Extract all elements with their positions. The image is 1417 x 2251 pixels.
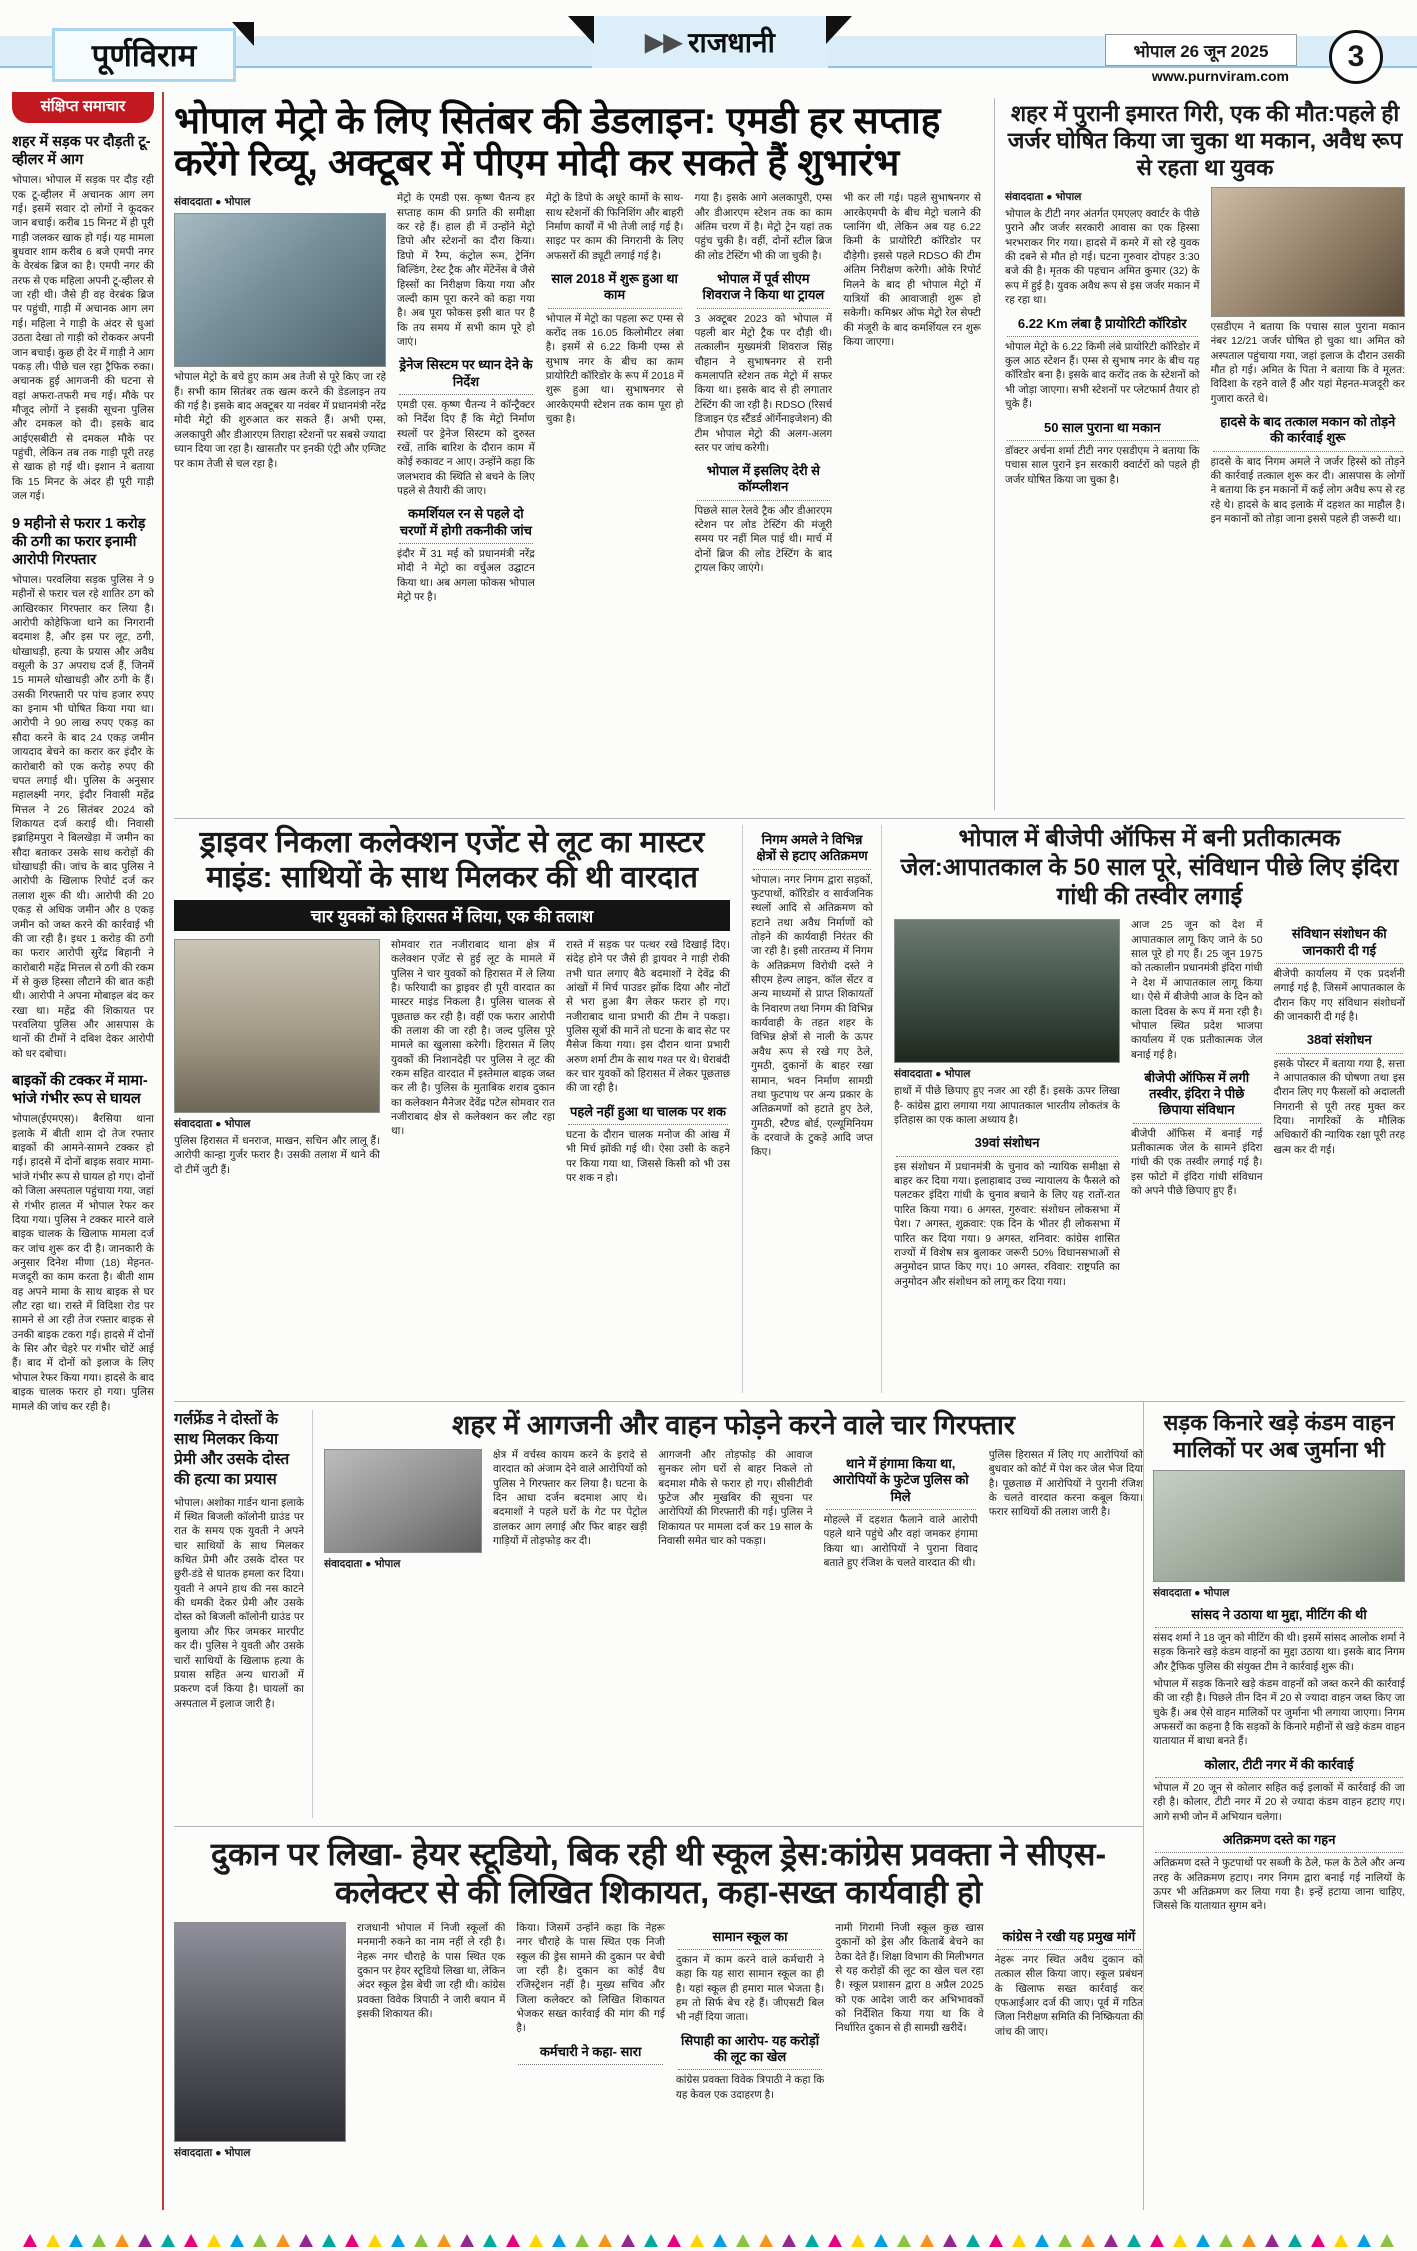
ornament-triangle-icon: [506, 2234, 520, 2247]
body-text: मेट्रो के एमडी एस. कृष्ण चैतन्य हर सप्ताह काम की प्रगति की समीक्षा कर रहे हैं। हाल ही में उन्होंने मेट्रो डिपो और स्टेशनों का दौरा किया। डिपो में रैम्प, कंट्रोल रूम, ट्रेनिंग बिल्डिंग, टेस्ट ट्रैक और मेंटेनेंस बे जैसे हिस्सों का निरीक्षण किया गया और जल्दी काम पूरा करने को कहा गया है। अब पूरा फोकस इसी बात पर है कि तय समय में सभी काम पूरे हो जाएं।: [397, 193, 535, 348]
band-school-dress: [174, 1827, 1143, 2210]
collapse-column-2: [1211, 187, 1406, 530]
ornament-triangle-icon: [1150, 2234, 1164, 2247]
school-column-4: [676, 1922, 824, 2164]
body-text: भोपाल के टीटी नगर अंतर्गत एमएलए क्वार्टर के पीछे पुराने और जर्जर सरकारी आवास का एक हिस्सा भरभराकर गिर गया। हादसे में कमरे में सो रहे युवक की दबने से मौत हो गई। घटना गुरुवार दोपहर 3:30 बजे की है। मृतक की पहचान अमित कुमार (32) के रूप में हुई है। युवक अवैध रूप से इस जर्जर मकान में रह रहा था।: [1005, 209, 1200, 307]
page-content: [0, 92, 1417, 2210]
ornament-triangle-icon: [161, 2234, 175, 2247]
collapse-column-1: [1005, 187, 1200, 530]
ornament-triangle-icon: [230, 2234, 244, 2247]
bjp-column-2: [1131, 919, 1263, 1293]
page-bottom-ornament: [0, 2229, 1417, 2247]
body-text: घटना के दौरान चालक मनोज की आंख में भी मिर्च झोंकी गई थी। ऐसा उसी के कहने पर किया गया था, जिससे किसी को भी उस पर शक न हो।: [566, 1129, 730, 1185]
metro-column-3: [546, 192, 684, 608]
ornament-triangle-icon: [1311, 2234, 1325, 2247]
subheadline: कांग्रेस ने रखी यह प्रमुख मांगें: [997, 1929, 1141, 1950]
section-flag-left-icon: [568, 16, 594, 44]
condemned-street-photo: [1153, 1470, 1405, 1582]
sidebar-article-body: भोपाल। परवलिया सड़क पुलिस ने 9 महीनों से फरार चल रहे शातिर ठग को आखिरकार गिरफ्तार कर लिया है। आरोपी कोहेफिजा थाने का निगरानी बदमाश है, और इस पर लूट, ठगी, धोखाधड़ी, हत्या के प्रयास और अवैध वसूली के 37 अपराध दर्ज हैं, जिनमें 15 मामले धोखाधड़ी और ठगी के हैं। उसकी गिरफ्तारी पर पांच हजार रुपए का इनाम भी घोषित किया गया था। आरोपी ने 90 लाख रुपए एकड़ का सौदा करने के बाद 24 एकड़ जमीन जायदाद बेचने का करार कर इंदौर के कारोबारी को एक करोड़ रुपए की चपत लगाई थी। पुलिस के अनुसार महालक्ष्मी नगर, इंदौर निवासी महेंद्र मित्तल ने 26 सितंबर 2024 को शिकायत दर्ज कराई थी। निवासी इब्राहिमपुरा ने बिलखेड़ा में जमीन का सौदा बताकर उसके साथ करोड़ों की धोखाधड़ी की। जांच के बाद पुलिस ने आरोपी के खिलाफ रिपोर्ट दर्ज कर तलाश शुरू की थी। आरोपी की 20 एकड़ से अधिक जमीन और 8 एकड़ जमीन को जब्त करने की कार्रवाई भी की जा रही है। इधर 1 करोड़ की ठगी का फरार आरोपी सुरेंद्र बिहानी ने कारोबारी महेंद्र मित्तल से ठगी की रकम में से कुछ हिस्सा लौटाने की बात कही थी। आरोपी ने अपना मोबाइल बंद कर रखा था। महेंद्र की शिकायत पर परवलिया पुलिस और आसपास के थानों की टीमों ने दबिश देकर आरोपी को धर दबोचा।: [12, 574, 154, 1060]
metro-headline: भोपाल मेट्रो के लिए सितंबर की डेडलाइन: एमडी हर सप्ताह करेंगे रिव्यू, अक्टूबर में पीएम मोदी कर सकते हैं शुभारंभ: [174, 100, 941, 184]
body-text: रास्ते में सड़क पर पत्थर रखे दिखाई दिए। संदेह होने पर जैसे ही ड्रायवर ने गाड़ी रोकी तभी घात लगाए बैठे बदमाशों ने देवेंद्र की आंखों में मिर्च पाउडर झोंक दिया और नोटों से भरा हुआ बैग लेकर फरार हो गए। नजीराबाद थाना प्रभारी की टीम ने पकड़ा। पुलिस सूत्रों की मानें तो घटना के बाद सेट पर मैसेज किया गया। इस दौरान थाना प्रभारी अरुण शर्मा टीम के साथ गश्त पर थे। घेराबंदी कर चार युवकों को हिरासत में लेकर पूछताछ की जा रही है।: [566, 939, 730, 1095]
collapse-headline: शहर में पुरानी इमारत गिरी, एक की मौत:पहले ही जर्जर घोषित किया जा चुका था मकान, अवैध रूप से रहता था युवक: [1007, 101, 1403, 180]
sidebar-brief-news: [12, 92, 164, 2210]
subheadline: भोपाल में इसलिए देरी से कॉम्प्लीशन: [697, 463, 831, 501]
subheadline: भोपाल में पूर्व सीएम शिवराज ने किया था ट्रायल: [697, 271, 831, 309]
body-text: मेट्रो के डिपो के अधूरे कामों के साथ-साथ स्टेशनों की फिनिशिंग और बाहरी निर्माण कार्यों में भी तेजी लाई गई है। साइट पर काम की निगरानी के लिए अफसरों की ड्यूटी लगाई गई है।: [545, 193, 684, 262]
band-bottom-wrap: [174, 1402, 1405, 2210]
logo-corner-flag-icon: [232, 22, 254, 46]
subheadline: कमर्शियल रन से पहले दो चरणों में होगी तकनीकी जांच: [399, 506, 533, 544]
subheadline: कर्मचारी ने कहा- सारा: [518, 2044, 662, 2065]
ornament-triangle-icon: [115, 2234, 129, 2247]
ornament-triangle-icon: [207, 2234, 221, 2247]
subheadline: थाने में हंगामा किया था, आरोपियों के फुटेज पुलिस को मिले: [826, 1456, 976, 1510]
driver-column-3: [566, 939, 730, 1190]
ornament-triangle-icon: [414, 2234, 428, 2247]
ornament-triangle-icon: [759, 2234, 773, 2247]
article-girlfriend-attack: [174, 1410, 313, 1818]
subheadline: सामान स्कूल का: [678, 1929, 822, 1950]
ornament-triangle-icon: [1012, 2234, 1026, 2247]
byline: संवाददाता ● भोपाल: [324, 1558, 401, 1571]
ornament-triangle-icon: [736, 2234, 750, 2247]
byline: संवाददाता ● भोपाल: [1153, 1586, 1230, 1599]
body-text: नेहरू नगर स्थित अवैध दुकान को तत्काल सील किया जाए। स्कूल प्रबंधन के खिलाफ सख्त कार्रवाई कर एफआईआर दर्ज की जाए। पूर्व में गठित जिला निरीक्षण समिति की निष्क्रियता की जांच की जाए।: [994, 1955, 1143, 2038]
sidebar-article-fraud-arrest: [12, 515, 154, 1063]
ornament-triangle-icon: [92, 2234, 106, 2247]
body-text: पुलिस हिरासत में धनराज, माखन, सचिन और लालू हैं। आरोपी कान्हा गुर्जर फरार है। उसकी तलाश में थाने की दो टीमें जुटी हैं।: [174, 1135, 380, 1176]
ornament-triangle-icon: [1265, 2234, 1279, 2247]
school-column-3: [516, 1922, 664, 2164]
byline: संवाददाता ● भोपाल: [174, 2146, 251, 2159]
body-text: भोपाल मेट्रो के 6.22 किमी लंबे प्रायोरिटी कॉरिडोर में कुल आठ स्टेशन हैं। एम्स से सुभाष नगर के बीच यह कॉरिडोर बना है। इसके बाद करोंद तक के स्टेशनों को भी जोड़ा जाएगा। सभी स्टेशनों पर प्लेटफार्म तैयार हो चुके हैं।: [1005, 341, 1200, 411]
body-text: क्षेत्र में वर्चस्व कायम करने के इरादे से वारदात को अंजाम देने वाले आरोपियों को पुलिस ने गिरफ्तार कर लिया है। घटना के दिन आधा दर्जन बदमाश आए थे। बदमाशों ने पहले घरों के गेट पर पेट्रोल डालकर आग लगाई और फिर बाहर खड़ी गाड़ियों में तोड़फोड़ कर दी।: [493, 1450, 648, 1548]
ornament-triangle-icon: [1288, 2234, 1302, 2247]
body-text: कांग्रेस प्रवक्ता विवेक त्रिपाठी ने कहा कि यह केवल एक उदाहरण है।: [675, 2075, 825, 2101]
byline: संवाददाता ● भोपाल: [174, 1117, 251, 1130]
ornament-triangle-icon: [184, 2234, 198, 2247]
symbolic-jail-photo: [894, 919, 1120, 1063]
ornament-triangle-icon: [897, 2234, 911, 2247]
byline: संवाददाता ● भोपाल: [894, 1068, 971, 1081]
body-text: इसके पोस्टर में बताया गया है, सत्ता ने आपातकाल की घोषणा तथा इस दौरान लिए गए फैसलों को अदालती निगरानी से पूरी तरह मुक्त कर दिया। नागरिकों के मौलिक अधिकारों की न्यायिक रक्षा पूरी तरह खत्म कर दी गई।: [1273, 1058, 1405, 1156]
subheadline: 39वां संशोधन: [896, 1135, 1118, 1156]
subheadline: बीजेपी ऑफिस में लगी तस्वीर, इंदिरा ने पीछे छिपाया संविधान: [1133, 1070, 1261, 1124]
article-driver-loot: [174, 825, 730, 1393]
driver-subheadline-banner: चार युवकों को हिरासत में लिया, एक की तलाश: [174, 900, 730, 931]
body-text: एसडीएम ने बताया कि पचास साल पुराना मकान नंबर 12/21 जर्जर घोषित हो चुका था। अमित को अस्पताल पहुंचाया गया, जहां इलाज के दौरान उसकी मौत हो गई। अमित के पिता ने बताया कि वे मूलत: विदिशा के रहने वाले हैं और यहां मेहनत-मजदूरी कर गुजारा करते थे।: [1210, 322, 1405, 405]
body-text: हाथों में पीछे छिपाए हुए नजर आ रही हैं। इसके ऊपर लिखा है- कांग्रेस द्वारा लगाया गया आपातकाल भारतीय लोकतंत्र के इतिहास का एक काला अध्याय है।: [894, 1086, 1120, 1127]
body-text: नामी गिरामी निजी स्कूल कुछ खास दुकानों को ड्रेस और किताबें बेचने का ठेका देते हैं। शिक्षा विभाग की मिलीभगत से यह करोड़ों की लूट का खेल चल रहा है। स्कूल प्रशासन द्वारा 8 अप्रैल 2025 को एक आदेश जारी कर अभिभावकों को निर्देशित किया गया था कि वे निर्धारित दुकान से ही सामग्री खरीदें।: [835, 1922, 984, 2035]
masthead: [0, 0, 1417, 92]
arson-headline: शहर में आगजनी और वाहन फोड़ने करने वाले चार गिरफ्तार: [452, 1410, 1015, 1440]
subheadline: कोलार, टीटी नगर में की कार्रवाई: [1155, 1757, 1403, 1778]
ornament-triangle-icon: [667, 2234, 681, 2247]
body-text: बीजेपी ऑफिस में बनाई गई प्रतीकात्मक जेल के सामने इंदिरा गांधी की एक तस्वीर लगाई गई है। इस फोटो में इंदिरा गांधी संविधान को अपने पीछे छिपाए हुए हैं।: [1131, 1128, 1263, 1198]
subheadline: संविधान संशोधन की जानकारी दी गई: [1276, 926, 1404, 964]
sidebar-article-title: शहर में सड़क पर दौड़ती टू-व्हीलर में आग: [12, 134, 151, 169]
school-photo-column: [174, 1922, 346, 2164]
band-top: [174, 92, 1405, 819]
body-text: भोपाल। नगर निगम द्वारा सड़कों, फुटपाथों, कॉरिडोर व सार्वजनिक स्थलों आदि से अतिक्रमण को हटाने तथा अवैध निर्माणों को तोड़ने की कार्यवाही निरंतर की जा रही है। इसी तारतम्य में निगम के अतिक्रमण विरोधी दस्ते ने सीएम हेल्प लाइन, कॉल सेंटर व अन्य माध्यमों से प्राप्त शिकायतों के निवारण तथा निगम की विभिन्न कार्यवाही के तहत शहर के विभिन्न क्षेत्रों से नाली के ऊपर अवैध रूप से रखे गए ठेले, गुमठी, दुकानों के बाहर रखा सामान, भवन निर्माण सामग्री तथा फुटपाथ पर अन्य प्रकार के अतिक्रमणों को हटाते हुए ठेले, गुमठी, स्टैण्ड बोर्ड, एल्यूमिनियम के दरवाजे के टुकड़े आदि जप्त किए।: [751, 874, 873, 1159]
newspaper-logo-text: पूर्णविराम: [91, 38, 197, 73]
ornament-triangle-icon: [713, 2234, 727, 2247]
ornament-triangle-icon: [368, 2234, 382, 2247]
ornament-triangle-icon: [1104, 2234, 1118, 2247]
condemned-headline: सड़क किनारे खड़े कंडम वाहन मालिकों पर अब जुर्माना भी: [1163, 1410, 1395, 1462]
subheadline: सिपाही का आरोप- यह करोड़ों की लूट का खेल: [678, 2033, 822, 2071]
ornament-triangle-icon: [782, 2234, 796, 2247]
article-arson-arrests: [324, 1410, 1143, 1818]
section-arrows-icon: ▶▶: [645, 28, 683, 56]
article-metro-deadline: [174, 98, 981, 810]
arson-column-4: [824, 1449, 978, 1575]
article-condemned-vehicles: [1143, 1402, 1405, 2210]
body-text: अतिक्रमण दस्ते ने फुटपाथों पर सब्जी के ठेले, फल के ठेले और अन्य तरह के अतिक्रमण हटाए। नगर निगम द्वारा बनाई गई नालियों के ऊपर भी अतिक्रमण कर लिया गया है। इन्हें हटाया जाना चाहिए, जिससे कि यातायात सुगम बने।: [1153, 1858, 1405, 1913]
website-url: www.purnviram.com: [1151, 68, 1289, 84]
school-column-2: [357, 1922, 505, 2164]
sidebar-article-body: भोपाल। भोपाल में सड़क पर दौड़ रही एक टू-व्हीलर में अचानक आग लग गई। इसमें सवार दो लोगों ने कूदकर जान बचाई। करीब 15 मिनट में ही पूरी गाड़ी जलकर खाक हो गई। यह मामला बुधवार शाम करीब 6 बजे एमपी नगर के वेरबंक ब्रिज का है। एमपी नगर की तरफ से एक महिला अपनी टू-व्हीलर से जा रही थी। जैसे ही वह वेरबंक ब्रिज पर पहुंची, गाड़ी में अचानक आग लग गई। महिला ने गाड़ी के अंदर से धुआं उठता देखा तो गाड़ी को रोककर अपनी जान बचाई। कुछ ही देर में गाड़ी ने आग पकड़ ली। पीछे चल रहा ट्रैफिक रुका। अचानक हुई आगजनी की घटना से वहां अफरा-तफरी मच गई। मौके पर मौजूद लोगों ने इसकी सूचना पुलिस और दमकल को दी। इसके बाद आईएसबीटी से दमकल मौके पर पहुंची, लेकिन तब तक गाड़ी पूरी तरह से खाक हो गई थी। इशान ने बताया कि 15 मिनट के अंदर ही पूरी गाड़ी जल गई।: [12, 175, 155, 503]
ornament-triangle-icon: [920, 2234, 934, 2247]
ornament-triangle-icon: [989, 2234, 1003, 2247]
body-text: भी कर ली गई। पहले सुभाषनगर से आरकेएमपी के बीच मेट्रो चलाने की प्लानिंग थी, लेकिन अब यह 6.22 किमी के प्रायोरिटी कॉरिडोर पर दौड़ेगी। इससे पहले RDSO की टीम अंतिम निरीक्षण करेगी। ओके रिपोर्ट मिलने के बाद ही भोपाल मेट्रो में यात्रियों की आवाजाही शुरू हो सकेगी। कमिश्नर ऑफ मेट्रो रेल सेफ्टी की मंजूरी के बाद कमर्शियल रन शुरू किया जाएगा।: [843, 193, 981, 348]
ornament-triangle-icon: [805, 2234, 819, 2247]
metro-column-4: [695, 192, 833, 608]
ornament-triangle-icon: [1196, 2234, 1210, 2247]
ornament-triangle-icon: [253, 2234, 267, 2247]
body-text: आगजनी और तोड़फोड़ की आवाज सुनकर लोग घरों से बाहर निकले तो बदमाश मौके से फरार हो गए। सीसीटीवी फुटेज और मुखबिर की सूचना पर आरोपियों की गिरफ्तारी की गई। पुलिस ने शिकायत पर मामला दर्ज कर 19 साल के निवासी समेत चार को पकड़ा।: [658, 1450, 813, 1548]
main-area: [164, 92, 1405, 2210]
ornament-triangle-icon: [138, 2234, 152, 2247]
ornament-triangle-icon: [437, 2234, 451, 2247]
article-nigam-encroachment: [742, 825, 882, 1393]
ornament-triangle-icon: [299, 2234, 313, 2247]
ornament-triangle-icon: [851, 2234, 865, 2247]
ornament-triangle-icon: [1242, 2234, 1256, 2247]
byline: संवाददाता ● भोपाल: [174, 196, 251, 209]
section-title: राजधानी: [688, 27, 775, 58]
ornament-triangle-icon: [690, 2234, 704, 2247]
subheadline: सांसद ने उठाया था मुद्दा, मीटिंग की थी: [1155, 1607, 1403, 1628]
ornament-triangle-icon: [1334, 2234, 1348, 2247]
ornament-triangle-icon: [874, 2234, 888, 2247]
body-text: भोपाल में सड़क किनारे खड़े कंडम वाहनों को जब्त करने की कार्रवाई की जा रही है। पिछले तीन दिन में 20 से ज्यादा वाहन जब्त किए जा चुके हैं। अब ऐसे वाहन मालिकों पर जुर्माना भी लगाया जाएगा। निगम अफसरों का कहना है कि सड़कों के किनारे महीनों से खड़े कंडम वाहन यातायात में बाधा बनते हैं।: [1153, 1678, 1405, 1748]
ornament-triangle-icon: [575, 2234, 589, 2247]
sidebar-article-title: 9 महीनो से फरार 1 करोड़ की ठगी का फरार इनामी आरोपी गिरफ्तार: [12, 515, 146, 568]
body-text: एमडी एस. कृष्ण चैतन्य ने कॉन्ट्रैक्टर को निर्देश दिए हैं कि मेट्रो निर्माण स्थलों पर ड्रेनेज सिस्टम को दुरुस्त रखें, ताकि बारिश के दौरान काम में कोई रुकावट न आए। उन्होंने कहा कि जलभराव की स्थिति से बचने के लिए पहले से तैयारी की जाए।: [397, 399, 535, 497]
ornament-triangle-icon: [1380, 2234, 1394, 2247]
bjp-headline: भोपाल में बीजेपी ऑफिस में बनी प्रतीकात्मक जेल:आपातकाल के 50 साल पूरे, संविधान पीछे लिए इंदिरा गांधी की तस्वीर लगाई: [900, 825, 1399, 910]
section-flag-right-icon: [826, 16, 852, 44]
arson-column-2: [493, 1449, 647, 1575]
article-school-dress: [174, 1835, 1143, 2164]
subheadline: 6.22 Km लंबा है प्रायोरिटी कॉरिडोर: [1007, 316, 1198, 337]
sidebar-article-title: बाइकों की टक्कर में मामा-भांजे गंभीर रूप से घायल: [12, 1073, 148, 1108]
bjp-column-3: [1274, 919, 1406, 1293]
ornament-triangle-icon: [1219, 2234, 1233, 2247]
ornament-triangle-icon: [621, 2234, 635, 2247]
body-text: पिछले साल रेलवे ट्रैक और डीआरएम स्टेशन पर लोड टेस्टिंग की मंजूरी समय पर नहीं मिल पाई थी। मार्च में दोनों ब्रिज की लोड टेस्टिंग के बाद ट्रायल किए जाएंगे।: [694, 505, 833, 575]
ornament-triangle-icon: [391, 2234, 405, 2247]
ornament-triangle-icon: [598, 2234, 612, 2247]
body-text: किया। जिसमें उन्होंने कहा कि नेहरू नगर चौराहे के पास स्थित एक निजी स्कूल की ड्रेस सामने की दुकान पर बेची जा रही है। दुकान का कोई वैध रजिस्ट्रेशन नहीं है। मुख्य सचिव और जिला कलेक्टर को लिखित शिकायत भेजकर सख्त कार्रवाई की मांग की गई है।: [516, 1922, 665, 2035]
girlfriend-headline: गर्लफ्रेंड ने दोस्तों के साथ मिलकर किया प्रेमी और उसके दोस्त की हत्या का प्रयास: [174, 1411, 290, 1489]
arson-column-5: [989, 1449, 1143, 1575]
sidebar-article-twowheeler-fire: [12, 133, 154, 505]
ornament-triangle-icon: [322, 2234, 336, 2247]
subheadline: साल 2018 में शुरू हुआ था काम: [548, 271, 682, 309]
subheadline: 50 साल पुराना था मकान: [1007, 420, 1198, 441]
ornament-triangle-icon: [552, 2234, 566, 2247]
ornament-triangle-icon: [1173, 2234, 1187, 2247]
ornament-triangle-icon: [69, 2234, 83, 2247]
ornament-triangle-icon: [1058, 2234, 1072, 2247]
sidebar-article-body: भोपाल(ईएमएस)। बैरसिया थाना इलाके में बीती शाम दो तेज रफ्तार बाइकों की आमने-सामने टक्कर हो गई। हादसे में दोनों बाइक सवार मामा-भांजे गंभीर रूप से घायल हो गए। दोनों को जिला अस्पताल पहुंचाया गया, जहां से गंभीर हालत में भोपाल रेफर कर दिया गया। पुलिस ने टक्कर मारने वाले बाइक चालक के खिलाफ मामला दर्ज कर जांच शुरू कर दी है। जानकारी के अनुसार दिनेश मीणा (18) मेहनत-मजदूरी का काम करता है। बीती शाम वह अपने मामा के साथ बाइक से घर लौट रहा था। रास्ते में विदिशा रोड पर सामने से आ रही तेज रफ्तार बाइक से उनकी बाइक टकरा गई। हादसे में दोनों के सिर और चेहरे पर गंभीर चोटें आई हैं। बाद में दोनों को इलाज के लिए भोपाल रेफर किया गया। हादसे के बाद बाइक चालक फरार हो गया। पुलिस मामले की जांच कर रही है।: [12, 1114, 154, 1413]
ornament-triangle-icon: [943, 2234, 957, 2247]
body-text: मोहल्ले में दहशत फैलाने वाले आरोपी पहले थाने पहुंचे और वहां जमकर हंगामा किया था। आरोपियों ने पुराना विवाद बताते हुए रंजिश के चलते वारदात की थी।: [823, 1514, 978, 1569]
subheadline: 38वां संशोधन: [1276, 1032, 1404, 1053]
ornament-triangle-icon: [276, 2234, 290, 2247]
page-number: 3: [1329, 30, 1383, 84]
school-column-5: [835, 1922, 983, 2164]
ornament-triangle-icon: [345, 2234, 359, 2247]
school-headline: दुकान पर लिखा- हेयर स्टूडियो, बिक रही थी स्कूल ड्रेस:कांग्रेस प्रवक्ता ने सीएस-कलेक्टर से की लिखित शिकायत, कहा-सख्त कार्यवाही हो: [210, 1836, 1107, 1911]
body-text: भोपाल में 20 जून से कोलार सहित कई इलाकों में कार्रवाई की जा रही है। कोलार, टीटी नगर में 20 से ज्यादा कंडम वाहन हटाए गए। आगे सभी जोन में अभियान चलेगा।: [1153, 1783, 1405, 1823]
band-bottom-left: [174, 1402, 1143, 2210]
ornament-triangle-icon: [1357, 2234, 1371, 2247]
ornament-triangle-icon: [46, 2234, 60, 2247]
driver-photo-column: [174, 939, 380, 1190]
ornament-triangle-icon: [460, 2234, 474, 2247]
ornament-triangle-icon: [644, 2234, 658, 2247]
ornament-triangle-icon: [966, 2234, 980, 2247]
driver-column-2: [391, 939, 555, 1190]
body-text: हादसे के बाद निगम अमले ने जर्जर हिस्से को तोड़ने की कार्रवाई तत्काल शुरू कर दी। आसपास के लोगों ने बताया कि इन मकानों में कई लोग अवैध रूप से रह रहे थे। हादसे के बाद इलाके में दहशत का माहौल है। इन मकानों को तोड़ा जाना इससे पहले ही जरूरी था।: [1210, 456, 1405, 526]
school-shop-photo: [174, 1922, 346, 2142]
subheadline: अतिक्रमण दस्ते का गहन: [1155, 1832, 1403, 1853]
ornament-triangle-icon: [483, 2234, 497, 2247]
subheadline: ड्रेनेज सिस्टम पर ध्यान देने के निर्देश: [399, 357, 533, 395]
body-text: इंदौर में 31 मई को प्रधानमंत्री नरेंद्र मोदी ने मेट्रो का वर्चुअल उद्घाटन किया था। अब अगला फोकस भोपाल मेट्रो पर है।: [397, 548, 535, 603]
body-text: गया है। इसके आगे अलकापुरी, एम्स और डीआरएम स्टेशन तक का काम अंतिम चरण में है। मेट्रो ट्रेन यहां तक पहुंच चुकी है। वहीं, दोनों स्टील ब्रिज की लोड टेस्टिंग भी की जा चुकी है।: [694, 193, 833, 262]
body-text: बीजेपी कार्यालय में एक प्रदर्शनी लगाई गई है, जिसमें आपातकाल के दौरान किए गए संविधान संशोधनों की जानकारी दी गई है।: [1273, 968, 1405, 1023]
ornament-triangle-icon: [1081, 2234, 1095, 2247]
school-column-6: [995, 1922, 1143, 2164]
arson-column-3: [658, 1449, 812, 1575]
bjp-photo-column: [894, 919, 1120, 1293]
arson-photo-column: [324, 1449, 482, 1575]
ornament-triangle-icon: [23, 2234, 37, 2247]
ornament-triangle-icon: [828, 2234, 842, 2247]
band-middle: [174, 819, 1405, 1402]
brief-news-badge: संक्षिप्त समाचार: [12, 92, 154, 123]
subheadline: निगम अमले ने विभिन्न क्षेत्रों से हटाए अतिक्रमण: [753, 832, 871, 870]
body-text: राजधानी भोपाल में निजी स्कूलों की मनमानी रुकने का नाम नहीं ले रही है। नेहरू नगर चौराहे के पास स्थित एक दुकान पर हेयर स्टूडियो लिखा था, लेकिन अंदर स्कूल ड्रेस बेची जा रही थी। कांग्रेस प्रवक्ता विवेक त्रिपाठी ने जारी बयान में इसकी शिकायत की।: [357, 1922, 506, 2020]
body-text: आज 25 जून को देश में आपातकाल लागू किए जाने के 50 साल पूरे हो गए हैं। 25 जून 1975 को तत्कालीन प्रधानमंत्री इंदिरा गांधी ने देश में आपातकाल लागू किया था। ऐसे में बीजेपी आज के दिन को काला दिवस के रूप में मना रही है। भोपाल स्थित प्रदेश भाजपा कार्यालय में एक प्रतीकात्मक जेल बनाई गई है।: [1131, 920, 1263, 1061]
body-text: सोमवार रात नजीराबाद थाना क्षेत्र में कलेक्शन एजेंट से हुई लूट के मामले में पुलिस ने चार युवकों को हिरासत में ले लिया है। फरियादी का ड्राइवर ही पूरी वारदात का मास्टर माइंड निकला है। पुलिस चालक से पूछताछ कर रही है। वहीं एक फरार आरोपी की तलाश की जा रही है। जल्द पुलिस पूरे मामले का खुलासा करेगी। हिरासत में लिए युवकों की निशानदेही पर पुलिस ने लूट की रकम सहित वारदात में इस्तेमाल बाइक जब्त कर ली है। पुलिस के मुताबिक शराब दुकान का कलेक्शन मैनेजर देवेंद्र पटेल सोमवार रात नजीराबाद क्षेत्र से कलेक्शन कर लौट रहा था।: [391, 939, 555, 1138]
body-text: दुकान में काम करने वाले कर्मचारी ने कहा कि यह सारा सामान स्कूल का ही है। यहां स्कूल ही हमारा माल भेजता है। हम तो सिर्फ बेच रहे हैं। जीएसटी बिल भी नहीं दिया जाता।: [675, 1955, 825, 2024]
body-text: भोपाल में मेट्रो का पहला रूट एम्स से करोंद तक 16.05 किलोमीटर लंबा है। इसमें से 6.22 किमी एम्स से सुभाष नगर के बीच का काम प्रायोरिटी कॉरिडोर के रूप में 2018 में शुरू हुआ था। सुभाषनगर से आरकेएमपी स्टेशन तक काम पूरा हो चुका है।: [545, 313, 684, 426]
collapse-rubble-photo: [1211, 187, 1406, 317]
article-building-collapse: [994, 98, 1405, 810]
section-banner: [592, 16, 828, 68]
metro-workers-photo: [174, 213, 386, 367]
metro-column-2: [397, 192, 535, 608]
body-text: भोपाल। अशोका गार्डन थाना इलाके में स्थित बिजली कॉलोनी ग्राउंड पर रात के समय एक युवती ने अपने चार साथियों के साथ मिलकर कथित प्रेमी और उसके दोस्त पर छुरी-डंडे से घातक हमला कर दिया। युवती ने अपने हाथ की नस काटने की धमकी देकर प्रेमी और उसके दोस्त को बिजली कॉलोनी ग्राउंड पर बुलाया और फिर जमकर मारपीट कर दी। पुलिस ने युवती और उसके चारों साथियों के खिलाफ हत्या के प्रयास सहित अन्य धाराओं में प्रकरण दर्ज किया है। घायलों का अस्पताल में इलाज जारी है।: [174, 1497, 304, 1710]
body-text: पुलिस हिरासत में लिए गए आरोपियों को बुधवार को कोर्ट में पेश कर जेल भेज दिया है। पूछताछ में आरोपियों ने पुरानी रंजिश के चलते वारदात करना कबूल किया। फरार साथियों की तलाश जारी है।: [988, 1450, 1143, 1519]
ornament-triangle-icon: [529, 2234, 543, 2247]
byline: संवाददाता ● भोपाल: [1005, 191, 1082, 203]
band-arson: [174, 1402, 1143, 1827]
metro-photo-column: [174, 192, 386, 608]
edition-date: भोपाल 26 जून 2025: [1105, 34, 1297, 66]
body-text: इस संशोधन में प्रधानमंत्री के चुनाव को न्यायिक समीक्षा से बाहर कर दिया गया। इलाहाबाद उच्च न्यायालय के फैसले को पलटकर इंदिरा गांधी के चुनाव बचाने के लिए यह रातों-रात पारित किया गया। 6 अगस्त, गुरुवार: संशोधन लोकसभा में पेश। 7 अगस्त, शुक्रवार: एक दिन के भीतर ही लोकसभा में पारित कर दिया गया। 9 अगस्त, शनिवार: कांग्रेस शासित राज्यों में विशेष सत्र बुलाकर जरूरी 50% विधानसभाओं से अनुमोदन प्राप्त किए गए। 10 अगस्त, रविवार: राष्ट्रपति का अनुमोदन और संशोधन को लागू कर दिया गया।: [894, 1161, 1120, 1288]
body-text: भोपाल मेट्रो के बचे हुए काम अब तेजी से पूरे किए जा रहे हैं। सभी काम सितंबर तक खत्म करने की डेडलाइन तय की गई है। इसके बाद अक्टूबर या नवंबर में प्रधानमंत्री नरेंद्र मोदी मेट्रो की शुरुआत कर सकते हैं। अभी एम्स, अलकापुरी और डीआरएम तिराहा स्टेशनों पर सबसे ज्यादा ध्यान दिया जा रहा है। खासतौर पर इनकी एंट्री और एग्जिट पर काम तेजी से चल रहा है।: [174, 372, 386, 470]
article-bjp-symbolic-jail: [894, 825, 1405, 1393]
body-text: 3 अक्टूबर 2023 को भोपाल में पहली बार मेट्रो ट्रैक पर दौड़ी थी। तत्कालीन मुख्यमंत्री शिवराज सिंह चौहान ने सुभाषनगर से रानी कमलापति स्टेशन तक मेट्रो में सफर किया था। इसके बाद से ही लगातार टेस्टिंग की जा रही है। RDSO (रिसर्च डिजाइन एंड स्टैंडर्ड ऑर्गेनाइजेशन) की टीम भोपाल मेट्रो की अलग-अलग स्तर पर जांच करेगी।: [694, 313, 833, 454]
sidebar-article-bike-accident: [12, 1072, 154, 1415]
subheadline: हादसे के बाद तत्काल मकान को तोड़ने की कार्रवाई शुरू: [1213, 414, 1404, 452]
driver-headline: ड्राइवर निकला कलेक्शन एजेंट से लूट का मास्टर माइंड: साथियों के साथ मिलकर की थी वारदात: [199, 826, 705, 895]
ornament-triangle-icon: [1127, 2234, 1141, 2247]
metro-column-5: [843, 192, 981, 608]
arson-street-photo: [324, 1449, 482, 1553]
subheadline: पहले नहीं हुआ था चालक पर शक: [568, 1104, 728, 1125]
body-text: संसद शर्मा ने 18 जून को मीटिंग की थी। इसमें सांसद आलोक शर्मा ने सड़क किनारे खड़े कंडम वाहनों का मुद्दा उठाया था। इसके बाद निगम और ट्रैफिक पुलिस की संयुक्त टीम ने कार्रवाई शुरू की।: [1153, 1632, 1405, 1673]
body-text: डॉक्टर अर्चना शर्मा टीटी नगर एसडीएम ने बताया कि पचास साल पुराने इन सरकारी क्वार्टरों को पहले ही जर्जर घोषित किया जा चुका है।: [1005, 445, 1200, 486]
ornament-triangle-icon: [1035, 2234, 1049, 2247]
police-station-photo: [174, 939, 380, 1113]
newspaper-logo: [52, 28, 236, 82]
